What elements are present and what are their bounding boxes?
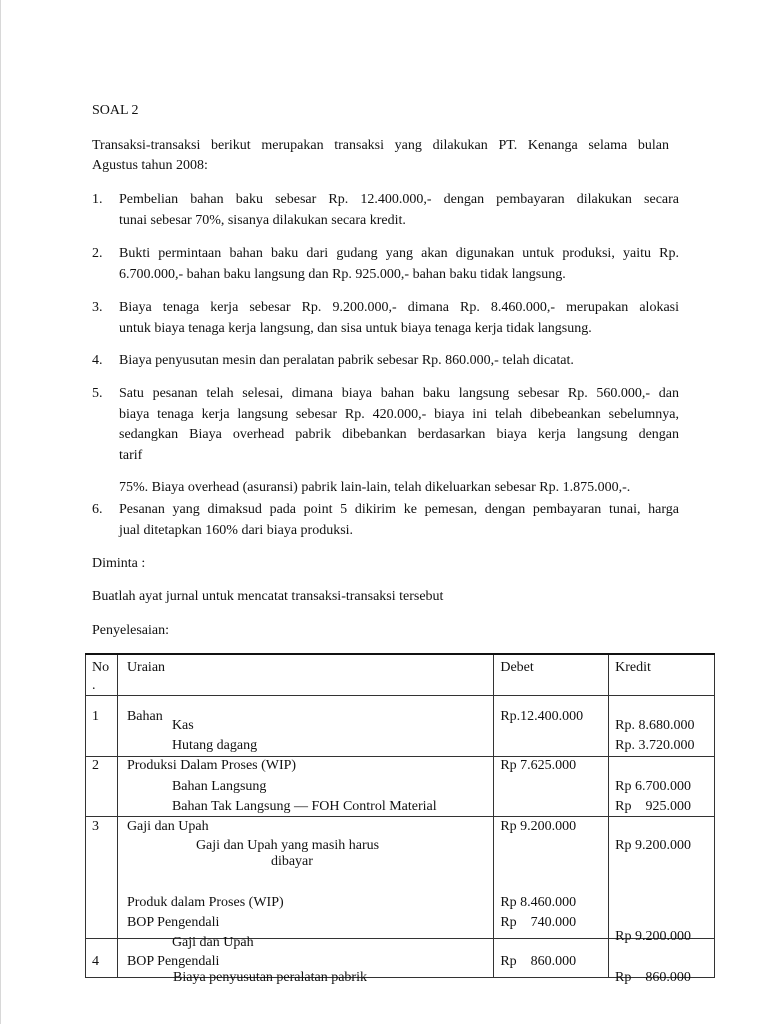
list-item [92, 190, 679, 232]
item-line: Pembelian bahan baku sebesar Rp. 12.400.000,- dengan pembayaran dilakukan secara [119, 192, 679, 207]
header-no-dot: . [92, 678, 96, 693]
table-header-row [86, 654, 715, 696]
debit-amount: Rp 8.460.000 [500, 895, 577, 910]
header-kredit: Kredit [615, 660, 651, 675]
credit-amount: Rp 925.000 [615, 799, 691, 814]
item-number: 2. [92, 246, 103, 261]
credit-amount: Rp 9.200.000 [615, 838, 691, 853]
account-debit: Gaji dan Upah [126, 819, 209, 834]
debit-amount: Rp 860.000 [500, 954, 577, 969]
account-credit: Kas [171, 718, 194, 733]
row-number: 4 [92, 954, 99, 969]
item-line: biaya tenaga kerja langsung sebesar Rp. 420.000,- biaya ini telah dibebeankan sebelumnya, [119, 406, 679, 422]
account-credit: Biaya penyusutan peralatan pabrik [173, 970, 367, 985]
item-line: sedangkan Biaya overhead pabrik dibebankan berdasarkan biaya kerja langsung dengan [119, 427, 679, 442]
credit-amount: Rp 6.700.000 [615, 779, 691, 794]
debit-amount: Rp.12.400.000 [500, 709, 584, 724]
item-line: Bukti permintaan bahan baku dari gudang yang akan digunakan untuk produksi, yaitu Rp. [119, 246, 679, 261]
journal-table [85, 653, 715, 978]
account-debit: Bahan [126, 709, 163, 724]
table-row [86, 696, 715, 757]
page-title: SOAL 2 [92, 103, 139, 118]
account-debit: BOP Pengendali [126, 915, 220, 930]
account-debit: Produksi Dalam Proses (WIP) [126, 758, 297, 773]
account-credit: Hutang dagang [171, 738, 258, 753]
list-item [92, 298, 679, 340]
intro-line-2: Agustus tahun 2008: [92, 158, 208, 173]
item-number: 6. [92, 502, 103, 517]
debit-amount: Rp 9.200.000 [500, 819, 577, 834]
diminta-label: Diminta : [92, 556, 146, 571]
item-line: Biaya tenaga kerja sebesar Rp. 9.200.000,- dimana Rp. 8.460.000,- merupakan alokasi [119, 300, 679, 315]
item-number: 3. [92, 300, 103, 315]
item-number: 5. [92, 386, 103, 401]
account-debit: Produk dalam Proses (WIP) [126, 895, 284, 910]
list-item [92, 351, 679, 372]
account-credit: Bahan Langsung [171, 779, 267, 794]
item-5-continuation: 75%. Biaya overhead (asuransi) pabrik lain-lain, telah dikeluarkan sebesar Rp. 1.875.000,-. [119, 480, 631, 495]
item-line: tarif [119, 447, 143, 463]
row-number: 2 [92, 758, 99, 773]
credit-amount: Rp 9.200.000 [615, 929, 691, 944]
item-line: Satu pesanan telah selesai, dimana biaya bahan baku langsung sebesar Rp. 560.000,- dan [119, 386, 679, 401]
credit-amount: Rp. 8.680.000 [615, 718, 695, 733]
header-no: No [92, 660, 110, 675]
intro-line-1: Transaksi-transaksi berikut merupakan transaksi yang dilakukan PT. Kenanga selama bulan [92, 138, 669, 153]
account-credit: Bahan Tak Langsung — FOH Control Material [171, 799, 437, 814]
debit-amount: Rp 740.000 [500, 915, 577, 930]
item-number: 4. [92, 353, 103, 368]
penyelesaian-label: Penyelesaian: [92, 623, 169, 638]
account-credit: Gaji dan Upah yang masih harus [195, 838, 380, 853]
item-line: untuk biaya tenaga kerja langsung, dan sisa untuk biaya tenaga kerja tidak langsung. [119, 320, 592, 336]
header-uraian: Uraian [126, 660, 166, 675]
list-item [92, 244, 679, 286]
account-debit: BOP Pengendali [126, 954, 220, 969]
instruction-text: Buatlah ayat jurnal untuk mencatat transaksi-transaksi tersebut [92, 589, 444, 604]
credit-amount: Rp. 3.720.000 [615, 738, 695, 753]
account-credit: Gaji dan Upah [171, 935, 254, 950]
item-number: 1. [92, 192, 103, 207]
credit-amount: Rp 860.000 [615, 970, 691, 985]
account-credit: dibayar [270, 854, 313, 869]
row-number: 3 [92, 819, 99, 834]
item-line: 6.700.000,- bahan baku langsung dan Rp. 925.000,- bahan baku tidak langsung. [119, 266, 566, 282]
header-debet: Debet [500, 660, 534, 675]
row-number: 1 [92, 709, 99, 724]
table-row [86, 757, 715, 817]
table-row [86, 817, 715, 939]
item-line: tunai sebesar 70%, sisanya dilakukan secara kredit. [119, 212, 406, 228]
list-item [92, 500, 679, 542]
item-line: Pesanan yang dimaksud pada point 5 dikirim ke pemesan, dengan pembayaran tunai, harga [119, 502, 679, 517]
item-line: Biaya penyusutan mesin dan peralatan pabrik sebesar Rp. 860.000,- telah dicatat. [119, 353, 574, 368]
list-item [92, 384, 679, 468]
debit-amount: Rp 7.625.000 [500, 758, 577, 773]
item-line: jual ditetapkan 160% dari biaya produksi. [119, 522, 354, 538]
